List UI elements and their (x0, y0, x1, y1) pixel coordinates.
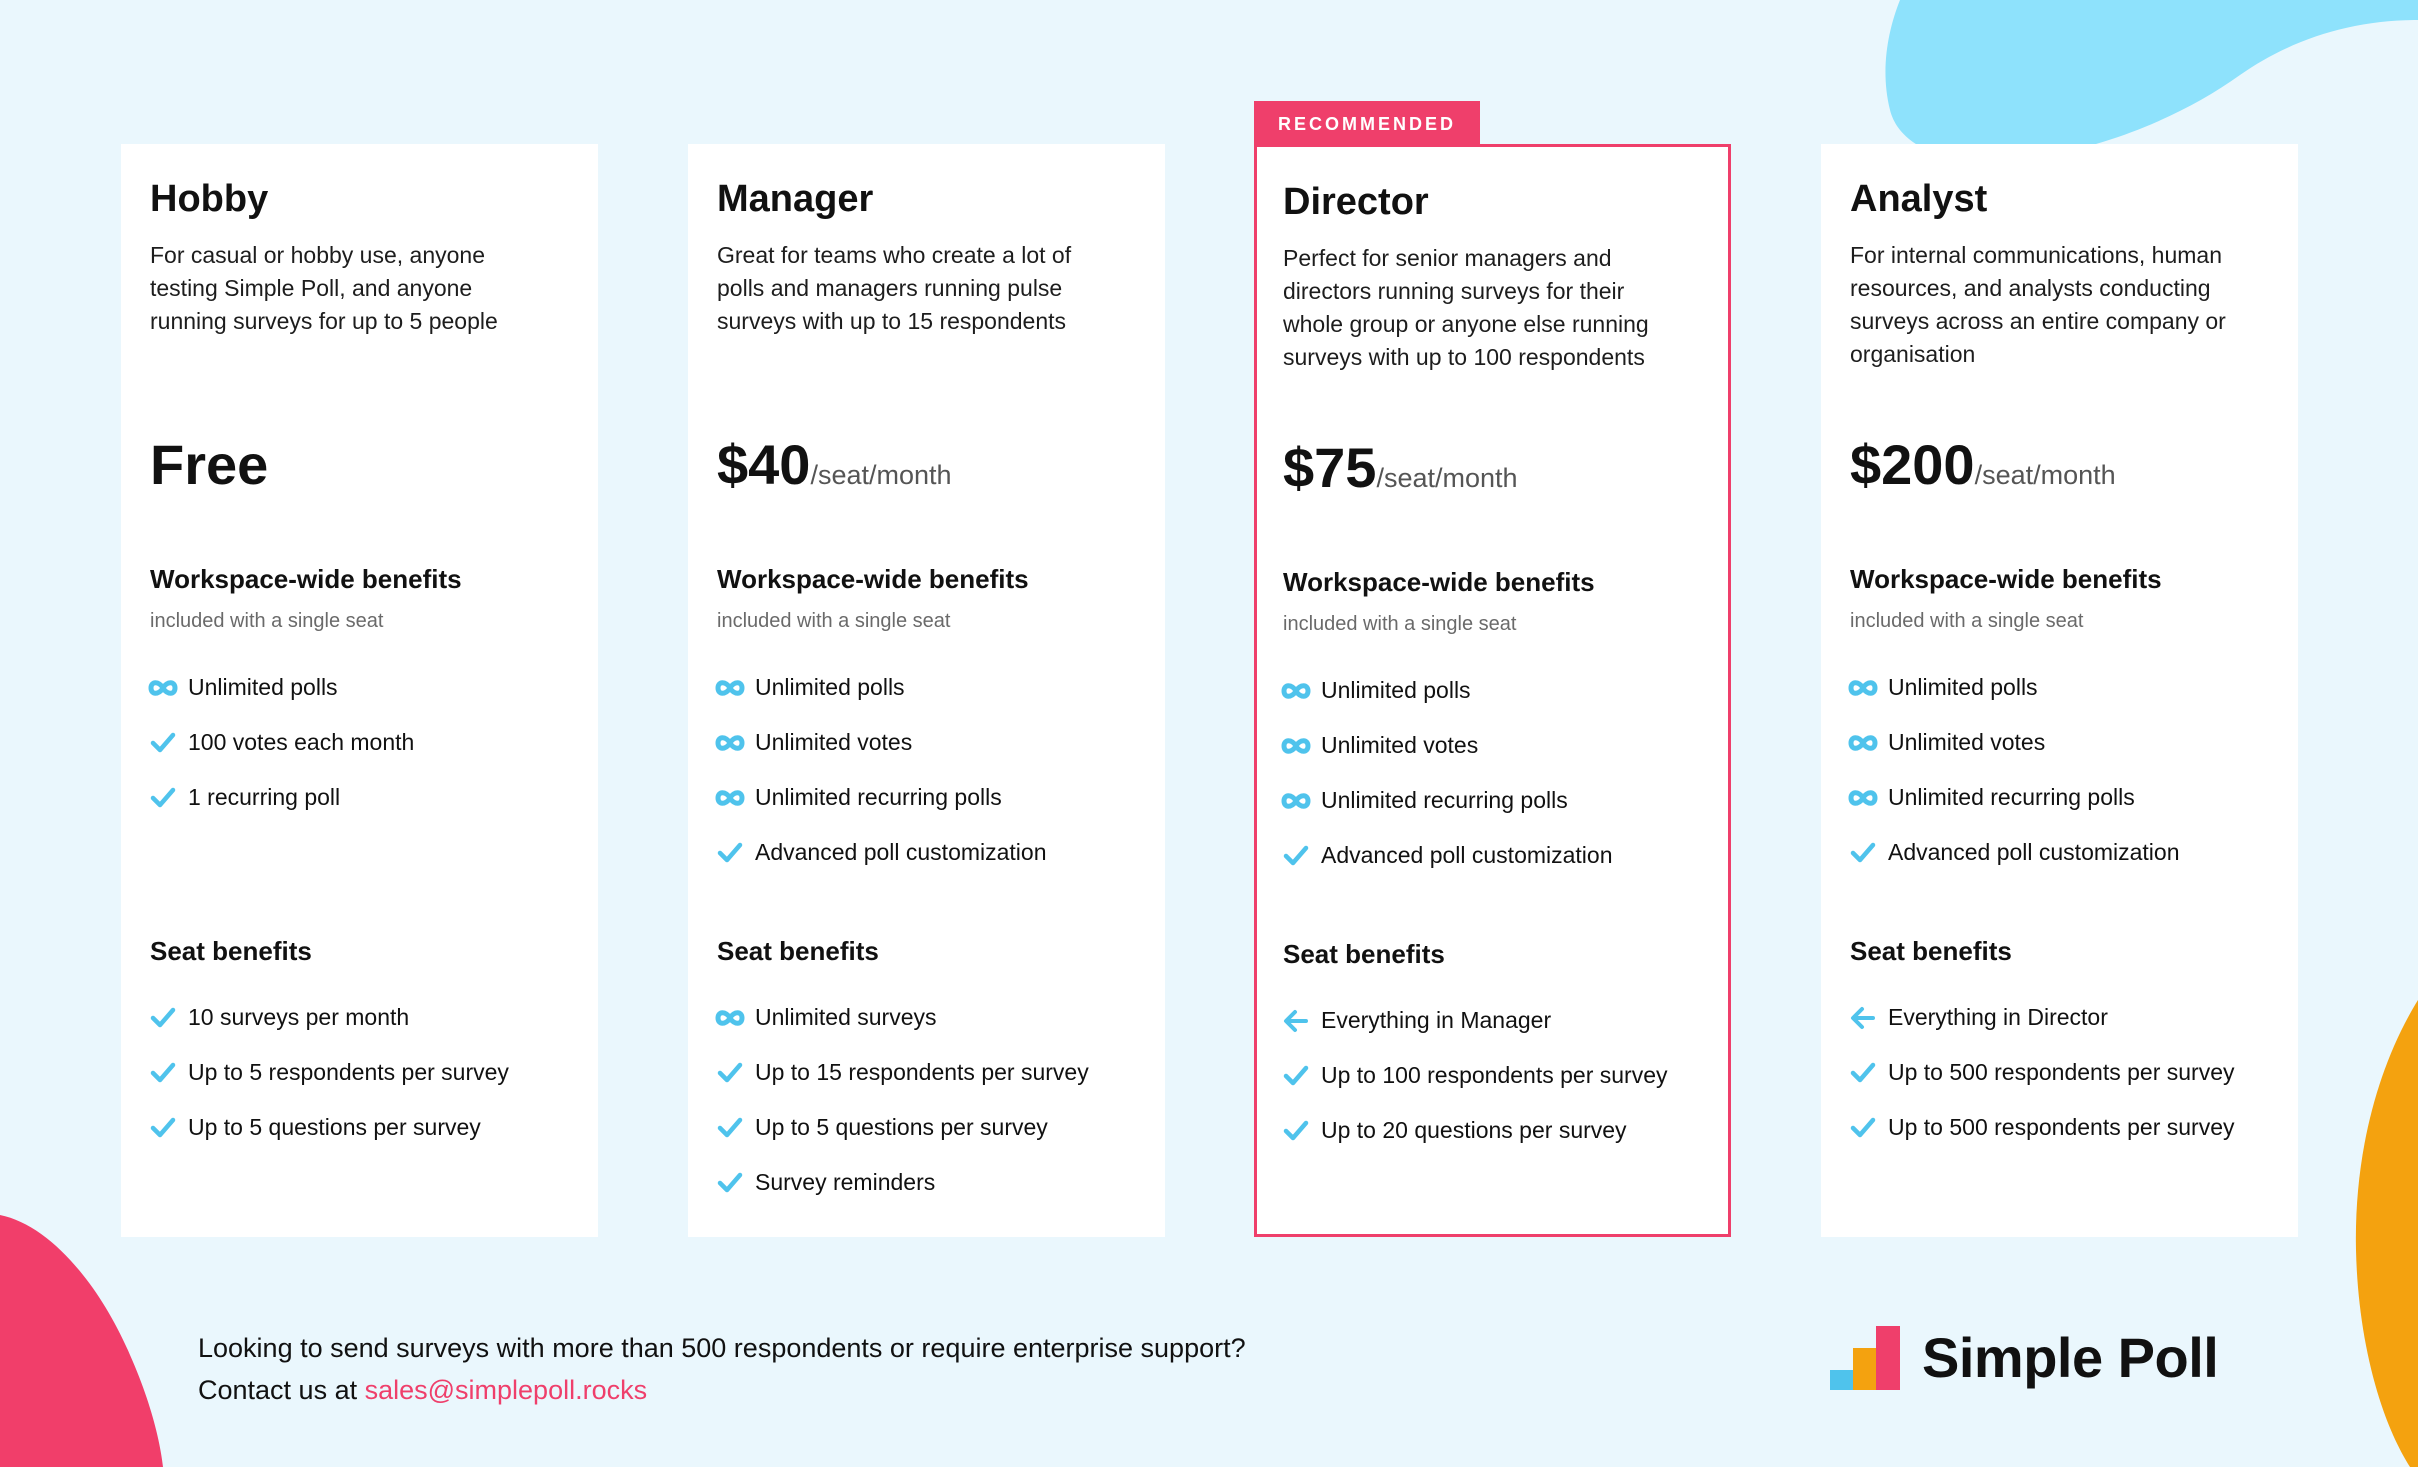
arrow-left-icon (1847, 1006, 1879, 1030)
check-icon (1280, 1064, 1312, 1088)
list-item (1280, 1103, 1667, 1158)
infinity-icon (147, 676, 179, 700)
plan-price (1850, 432, 2116, 497)
workspace-benefits-title: Workspace-wide benefits (150, 564, 462, 594)
list-item-text: Unlimited votes (755, 729, 913, 755)
list-item-text: 10 surveys per month (188, 1004, 410, 1030)
seat-benefits-list (150, 990, 512, 1155)
infinity-icon (1280, 789, 1312, 813)
workspace-benefits-subtitle: included with a single seat (717, 610, 951, 632)
seat-benefits-list (717, 990, 1092, 1210)
orange-blob-decoration (2340, 1000, 2418, 1467)
list-item-text: Advanced poll customization (755, 839, 1047, 865)
list-item-text: Advanced poll customization (1321, 842, 1613, 868)
plan-description: Great for teams who create a lot of polls and managers running pulse surveys with up to 15 respondents (717, 242, 1072, 334)
sales-email-link[interactable]: sales@simplepoll.rocks (364, 1375, 648, 1405)
check-icon (147, 1116, 179, 1140)
recommended-badge: RECOMMENDED (1254, 101, 1480, 147)
arrow-left-icon (1280, 1009, 1312, 1033)
contact-prefix: Contact us at (198, 1375, 365, 1405)
list-item (714, 715, 1047, 770)
plan-name: Hobby (150, 178, 269, 220)
check-icon (1847, 1116, 1879, 1140)
list-item (1847, 825, 2180, 880)
workspace-benefits-subtitle: included with a single seat (1850, 610, 2084, 632)
list-item (1847, 1045, 2234, 1100)
check-icon (147, 1061, 179, 1085)
infinity-icon (1847, 786, 1879, 810)
infinity-icon (1847, 731, 1879, 755)
enterprise-note-line: Looking to send surveys with more than 500 respondents or require enterprise support? (198, 1333, 1246, 1363)
list-item (1280, 1048, 1667, 1103)
workspace-benefits-title: Workspace-wide benefits (1283, 567, 1595, 597)
price-amount: $75 (1283, 436, 1377, 499)
list-item-text: Unlimited votes (1321, 732, 1479, 758)
list-item (714, 660, 1047, 715)
list-item (714, 825, 1047, 880)
check-icon (714, 841, 746, 865)
seat-benefits-title: Seat benefits (1850, 936, 2012, 966)
list-item (1280, 828, 1613, 883)
list-item-text: Up to 500 respondents per survey (1888, 1114, 2235, 1140)
seat-benefits-list (1850, 990, 2237, 1155)
price-amount: $200 (1850, 433, 1975, 496)
list-item (1847, 660, 2180, 715)
workspace-benefits-list (717, 660, 1050, 880)
list-item (1280, 773, 1613, 828)
workspace-benefits-list (1283, 663, 1616, 883)
list-item (714, 770, 1047, 825)
list-item (714, 1045, 1089, 1100)
list-item-text: Unlimited votes (1888, 729, 2046, 755)
check-icon (1280, 1119, 1312, 1143)
list-item-text: Unlimited surveys (755, 1004, 937, 1030)
workspace-benefits-title: Workspace-wide benefits (717, 564, 1029, 594)
workspace-benefits-subtitle: included with a single seat (150, 610, 384, 632)
list-item-text: Unlimited recurring polls (755, 784, 1002, 810)
brand-logo (1830, 1325, 2218, 1390)
check-icon (1280, 844, 1312, 868)
check-icon (1847, 841, 1879, 865)
seat-benefits-title: Seat benefits (717, 936, 879, 966)
plan-card-director[interactable] (1254, 114, 1731, 1237)
list-item-text: Advanced poll customization (1888, 839, 2180, 865)
list-item (714, 1155, 1089, 1210)
list-item-text: Up to 15 respondents per survey (755, 1059, 1089, 1085)
list-item (1847, 770, 2180, 825)
workspace-benefits-subtitle: included with a single seat (1283, 613, 1517, 635)
infinity-icon (714, 786, 746, 810)
plan-name: Manager (717, 178, 874, 220)
list-item (1280, 718, 1613, 773)
list-item-text: Unlimited recurring polls (1888, 784, 2135, 810)
plan-price (717, 432, 952, 497)
list-item (714, 990, 1089, 1045)
workspace-benefits-list (150, 660, 417, 825)
list-item-text: Survey reminders (755, 1169, 936, 1195)
plan-description: For casual or hobby use, anyone testing Simple Poll, and anyone running surveys for up to 5 people (150, 242, 498, 334)
list-item-text: Up to 5 respondents per survey (188, 1059, 509, 1085)
list-item-text: Up to 5 questions per survey (755, 1114, 1048, 1140)
seat-benefits-title: Seat benefits (1283, 939, 1445, 969)
seat-benefits-title: Seat benefits (150, 936, 312, 966)
list-item-text: Everything in Director (1888, 1004, 2108, 1030)
list-item-text: Up to 5 questions per survey (188, 1114, 481, 1140)
list-item (147, 1100, 509, 1155)
list-item-text: Unlimited polls (1321, 677, 1471, 703)
check-icon (714, 1061, 746, 1085)
plan-price (1283, 435, 1518, 500)
seat-benefits-list (1283, 993, 1670, 1158)
list-item (1280, 993, 1667, 1048)
enterprise-contact-note (198, 1327, 1246, 1411)
check-icon (147, 1006, 179, 1030)
list-item-text: Up to 100 respondents per survey (1321, 1062, 1668, 1088)
check-icon (147, 786, 179, 810)
plan-price (150, 432, 268, 497)
plan-card-manager[interactable] (688, 144, 1165, 1237)
infinity-icon (1280, 734, 1312, 758)
plan-card-hobby[interactable] (121, 144, 598, 1237)
list-item-text: Unlimited recurring polls (1321, 787, 1568, 813)
list-item (147, 660, 414, 715)
plan-name: Director (1283, 181, 1429, 223)
simple-poll-logo-icon (1830, 1326, 1900, 1390)
list-item-text: Everything in Manager (1321, 1007, 1552, 1033)
pink-blob-decoration (0, 1215, 170, 1467)
list-item (147, 1045, 509, 1100)
price-suffix: /seat/month (1376, 463, 1518, 493)
price-amount: $40 (717, 433, 811, 496)
check-icon (714, 1171, 746, 1195)
plan-name: Analyst (1850, 178, 1988, 220)
list-item (147, 715, 414, 770)
plan-description: For internal communications, human resources, and analysts conducting surveys across an entire company or organisation (1850, 242, 2226, 367)
list-item (1280, 663, 1613, 718)
workspace-benefits-list (1850, 660, 2183, 880)
infinity-icon (1847, 676, 1879, 700)
infinity-icon (714, 731, 746, 755)
infinity-icon (714, 1006, 746, 1030)
list-item (1847, 715, 2180, 770)
list-item (147, 770, 414, 825)
infinity-icon (1280, 679, 1312, 703)
list-item-text: 100 votes each month (188, 729, 415, 755)
workspace-benefits-title: Workspace-wide benefits (1850, 564, 2162, 594)
brand-name: Simple Poll (1922, 1326, 2219, 1389)
price-suffix: /seat/month (1974, 460, 2116, 490)
list-item-text: Up to 500 respondents per survey (1888, 1059, 2235, 1085)
check-icon (714, 1116, 746, 1140)
list-item-text: 1 recurring poll (188, 784, 341, 810)
price-amount: Free (150, 433, 269, 496)
list-item-text: Unlimited polls (188, 674, 338, 700)
plan-card-analyst[interactable] (1821, 144, 2298, 1237)
list-item-text: Unlimited polls (755, 674, 905, 700)
check-icon (1847, 1061, 1879, 1085)
infinity-icon (714, 676, 746, 700)
list-item (1847, 1100, 2234, 1155)
list-item-text: Unlimited polls (1888, 674, 2038, 700)
check-icon (147, 731, 179, 755)
contact-line (198, 1369, 1246, 1411)
plan-description: Perfect for senior managers and directors running surveys for their whole group or anyone else running surveys with up to 100 respondents (1283, 245, 1649, 370)
list-item (1847, 990, 2234, 1045)
list-item-text: Up to 20 questions per survey (1321, 1117, 1627, 1143)
list-item (714, 1100, 1089, 1155)
price-suffix: /seat/month (810, 460, 952, 490)
list-item (147, 990, 509, 1045)
